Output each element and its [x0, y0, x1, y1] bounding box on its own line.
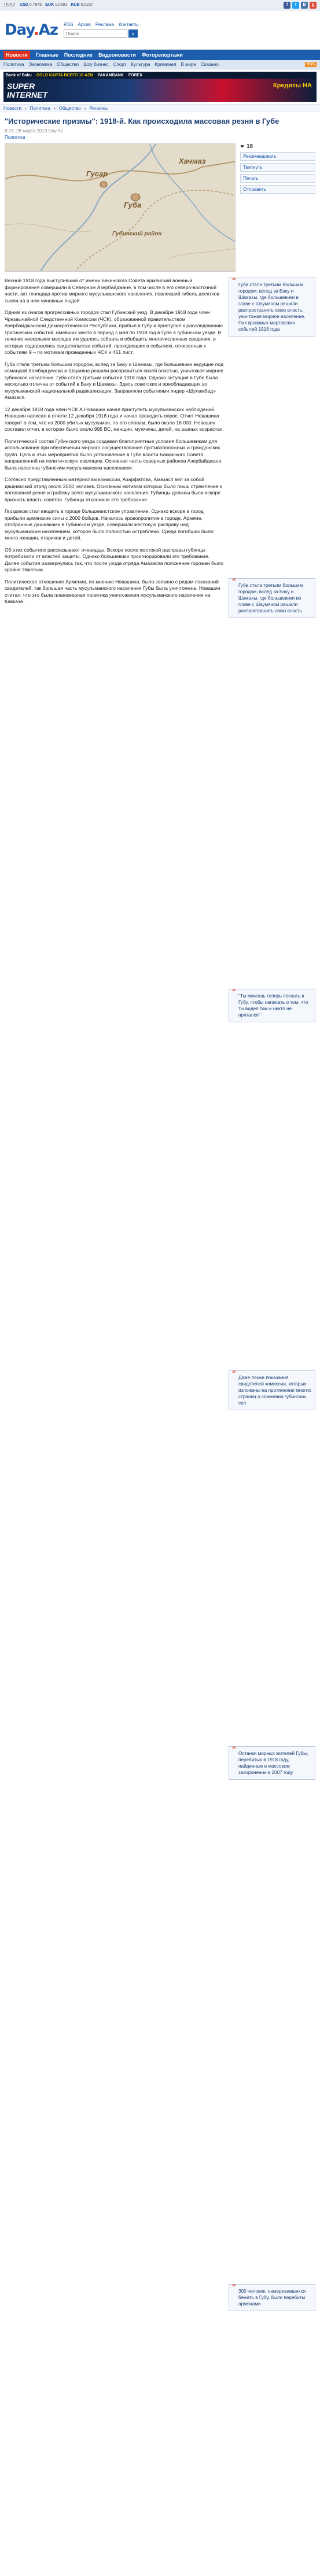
category-sport[interactable]: Спорт	[113, 62, 127, 67]
article-rubric[interactable]: Политика	[5, 135, 25, 140]
article-title: "Исторические призмы": 1918-й. Как происходила массовая резня в Губе	[5, 117, 279, 125]
vkontakte-icon[interactable]: В	[301, 2, 308, 9]
category-crime[interactable]: Криминал	[155, 62, 176, 67]
twitter-icon[interactable]: t	[292, 2, 299, 9]
article-text	[5, 278, 224, 611]
currency-rates	[20, 3, 93, 7]
main-nav	[0, 50, 320, 60]
ad-banner[interactable]	[3, 72, 317, 102]
nav-item-main[interactable]: Главные	[35, 52, 58, 58]
breadcrumb-item[interactable]: Регионы	[89, 105, 108, 111]
pull-quote: “ "Ты можешь теперь поехать в Губу, чтобы написать о том, что ты видел там и никто не прятался"	[229, 989, 315, 1022]
paragraph: 12 декабря 1918 года член ЧСК А.Новашин начал приступить мусульманских наблюдений. Новашин написал в отчете 12 декабря 1918 года и начал проводить опрос. Отчет Новашина говорит о том, что из 2000 убитых мусульман, по его словам, было около 16 000. Новашин составил отчет, в котором было около 995 ВС, женщин, мужчины, детей, на разных возрастах.	[5, 406, 224, 432]
article-actions	[240, 143, 315, 272]
paragraph: Политическое отношение Армении, по мнению Новашина, было связано с рядом показаний свидетелей, так большая часть мусульманского населения Губы была уничтожена. Новашин считал, что это была планомерная политика уничтожения мусульманского населения на Кавказе.	[5, 578, 220, 604]
article-body	[5, 278, 315, 2307]
category-culture[interactable]: Культура	[131, 62, 150, 67]
header-links	[64, 22, 315, 27]
rate-eur: EUR 1.0391	[45, 3, 68, 7]
category-economy[interactable]: Экономика	[28, 62, 53, 67]
pull-quote: “ Останки мирных жителей Губы, перебитых в 1918 году, найденные в массовом захоронении в 2007 году	[229, 1746, 315, 1780]
search-button[interactable]: »	[128, 29, 138, 38]
like-count: 18	[246, 143, 253, 150]
pull-quote: “ Губа стала третьим большим городом, вслед за Баку и Шамахы, где большевики в главе с Шаумяном решили распространить свою власть, уничтожая мирное население. Пик кровавых мартовских событий 1918 года	[229, 278, 315, 337]
ad-right-text: Кредиты НА	[273, 82, 312, 89]
category-politics[interactable]: Политика	[3, 62, 24, 67]
nav-item-video[interactable]: Видеоновости	[98, 52, 136, 58]
site-header	[0, 10, 320, 50]
paragraph: Гвоздиков стал вводить в городе большевистское управление. Однако вскоре в город прибыли армянские силы с 2000 бойцов. Началось кровопролитие в городе. Армяне, отобранные дашнаками в Губинском уезде, совершили жестокую расправу над мусульманским населением, которое было полностью истреблено. Среди погибших было много женщин, стариков и детей.	[5, 508, 214, 541]
ad-strip: Bank of Baku GOLD KARTA ВСЕГО 10 AZN PAKAMBANK FOREX	[3, 72, 317, 79]
paragraph: Политический состав Губинского уезда создавал благоприятные условия большевикам для использования при обеспечении мирного сосуществования противоположных и гражданских групп. Целью этих мероприятий было установление в Губе власти Бакинского Совета, направленной на политическую изоляцию. Основная часть северных районов Азербайджана была населена губинским мусульманским населением.	[5, 438, 222, 471]
rate-usd: USD 0.7845	[20, 3, 42, 7]
article-pull-quotes	[229, 278, 315, 2307]
nav-item-latest[interactable]: Последние	[64, 52, 93, 58]
paragraph: Согласно представленным материалам комиссии, Азарфатова, Амазасп вел за собой дашнакский отряд около 2000 человек. Основным мотивом которых было лишь стремление к поголовной резне и грабежу всего мусульманского населения. Губинцы должны были вскоре признать власть советов. Губинцы отклонили это требование.	[5, 476, 222, 502]
article-hero	[5, 143, 315, 272]
rss-icon[interactable]: RSS	[305, 62, 317, 67]
heart-icon[interactable]: ❤	[240, 144, 244, 149]
category-nav	[0, 60, 320, 69]
header-link-rss[interactable]: RSS	[64, 22, 73, 27]
map-label-guba: Губа	[124, 201, 142, 209]
map-label-gusar: Гусар	[86, 169, 108, 178]
ad-headline: SUPER INTERNET	[7, 82, 47, 99]
google-plus-icon[interactable]: g	[310, 2, 317, 9]
pull-quote: “ Даже позже показания свидетелей комиссии, которые изложены на протяжении многих страниц о сожжении губинских сел	[229, 1370, 315, 1410]
category-showbiz[interactable]: Шоу бизнес	[83, 62, 109, 67]
article	[0, 112, 320, 2307]
map-label-district: Губинский район	[112, 231, 162, 237]
header-link-ads[interactable]: Реклама	[95, 22, 115, 27]
top-bar	[0, 0, 320, 10]
breadcrumb-item[interactable]: Новости	[3, 105, 21, 111]
map-label-xachmaz: Хачмаз	[179, 157, 206, 165]
header-link-contacts[interactable]: Контакты	[119, 22, 139, 27]
category-society[interactable]: Общество	[57, 62, 79, 67]
article-meta: 8:23, 28 марта 2013 Day.Az	[5, 128, 63, 134]
current-time: 15:52	[3, 2, 16, 8]
like-row	[240, 143, 315, 150]
article-map-image	[5, 143, 236, 272]
breadcrumb-item[interactable]: Общество	[58, 105, 81, 111]
search-input[interactable]	[64, 29, 127, 38]
tweet-button[interactable]: Твитнуть	[240, 163, 315, 172]
social-links	[284, 2, 317, 9]
search-form	[64, 29, 315, 38]
nav-item-news[interactable]: Новости	[3, 51, 30, 59]
rate-rub: RUB 0.0237	[71, 3, 93, 7]
paragraph: Об этих событиях рассказывают очевидцы. Вскоре после жестокой расправы губинцы потребовали от властей защиты. Однако большевики проигнорировали это требование. Далее события развернулись так, что после ухода отряда Амазаспа положение горожан было крайне тяжелым.	[5, 546, 224, 572]
category-said[interactable]: Сказано	[201, 62, 219, 67]
header-link-archive[interactable]: Архив	[78, 22, 91, 27]
paragraph: Весной 1918 года выступивший от имени Бакинского Совета армянский военный формирования совершили в Северном Азербайджане, в том числе в его северо-восточной части, акт геноцида против мирного мусульманского населения, повлекший гибель десятков тысяч на в нем чиновных людей.	[5, 278, 219, 304]
pull-quote: “ Губа стала третьим большим городом, вслед за Баку и Шамахы, где большевики во главе с Шаумяном решили распространить свою власть	[229, 578, 315, 618]
breadcrumb-item[interactable]: Политика	[30, 105, 51, 111]
pull-quote: “ 300 человек, намеревавшихся бежать в Губу, были перебиты армянами	[229, 2284, 315, 2311]
print-button[interactable]: Печать	[240, 174, 315, 183]
facebook-icon[interactable]: f	[284, 2, 290, 9]
paragraph: Одним из очагов прогрессивных городов стал Губинский уезд. В декабре 1918 года член Чрезвычайной Следственной Комиссии (ЧСК), образованной правительством Азербайджанской Демократической Республики, прибыл в Губу и приступил к расследованию трагических событий, имевших место в период с мая по 1918 год в Губе в губинском уезде. В течение нескольких месяцев им удалось собрать и обобщить многочисленные сведения, в которых содержались свидетельства событий, проходивших в событиях, отнесенных к событиям 9 – по мотивам проведенных ЧСК и 451 лист.	[5, 309, 223, 355]
nav-item-photo[interactable]: Фоторепортажи	[141, 52, 183, 58]
paragraph: Губа стала третьим большим городом, вслед за Баку и Шамахы, где большевики ведущие под командой Хамбарцумова и Шаумяна решили расправиться своей властью, уничтожая мирное губинское население. Губа стала третьим событий 1918 года. Однако ситуация в Губе была несколько отлична от событий в Баку и Шамахы. Здесь советских и преобладающих во мусульманской национальной радикализации. Заправляли событиями лидер «Шуламбад» Амазасп.	[5, 361, 223, 400]
email-button[interactable]: Отправить	[240, 185, 315, 194]
breadcrumb: Новости › Политика › Общество › Регионы	[0, 104, 320, 112]
category-world[interactable]: В мире	[181, 62, 196, 67]
recommend-button[interactable]: Рекомендовать	[240, 152, 315, 161]
site-logo[interactable]: Day.Az	[5, 21, 58, 39]
header-middle	[64, 22, 315, 38]
